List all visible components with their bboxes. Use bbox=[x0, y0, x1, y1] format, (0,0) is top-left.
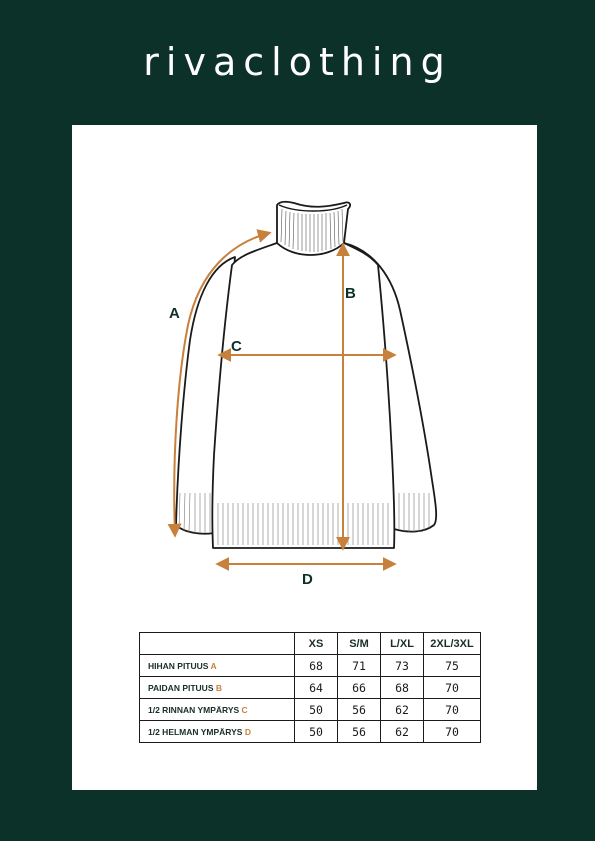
table-row bbox=[140, 655, 481, 677]
label-a: A bbox=[169, 305, 180, 322]
sweater-diagram bbox=[72, 125, 537, 605]
table-row bbox=[140, 721, 481, 743]
size-guide-panel bbox=[72, 125, 537, 790]
brand-logo-text: rivaclothing bbox=[143, 40, 452, 84]
sweater-outline bbox=[176, 202, 436, 548]
table-header-sm: S/M bbox=[338, 633, 381, 655]
row-label: HIHAN PITUUS A bbox=[140, 655, 295, 677]
cell-value: 73 bbox=[381, 655, 424, 677]
table-header-xs: XS bbox=[295, 633, 338, 655]
cell-value: 68 bbox=[295, 655, 338, 677]
table-row bbox=[140, 677, 481, 699]
cell-value: 56 bbox=[338, 699, 381, 721]
cell-value: 70 bbox=[424, 699, 481, 721]
table-header-lxl: L/XL bbox=[381, 633, 424, 655]
cell-value: 50 bbox=[295, 699, 338, 721]
cell-value: 66 bbox=[338, 677, 381, 699]
table-header-blank bbox=[140, 633, 295, 655]
cell-value: 62 bbox=[381, 721, 424, 743]
cell-value: 68 bbox=[381, 677, 424, 699]
table-row bbox=[140, 699, 481, 721]
cell-value: 70 bbox=[424, 721, 481, 743]
cell-value: 70 bbox=[424, 677, 481, 699]
row-tag: C bbox=[241, 704, 248, 715]
row-tag: D bbox=[244, 726, 251, 737]
row-tag: B bbox=[215, 682, 223, 693]
cell-value: 56 bbox=[338, 721, 381, 743]
table-header-2xl3xl: 2XL/3XL bbox=[424, 633, 481, 655]
row-label: 1/2 RINNAN YMPÄRYS C bbox=[140, 699, 295, 721]
row-label: 1/2 HELMAN YMPÄRYS D bbox=[140, 721, 295, 743]
cell-value: 64 bbox=[295, 677, 338, 699]
size-table bbox=[139, 632, 481, 743]
cell-value: 50 bbox=[295, 721, 338, 743]
cell-value: 71 bbox=[338, 655, 381, 677]
label-c: C bbox=[231, 338, 242, 355]
row-tag: A bbox=[210, 660, 217, 671]
cell-value: 62 bbox=[381, 699, 424, 721]
table-header-row bbox=[140, 633, 481, 655]
label-d: D bbox=[302, 571, 313, 588]
cell-value: 75 bbox=[424, 655, 481, 677]
label-b: B bbox=[345, 285, 356, 302]
row-label: PAIDAN PITUUS B bbox=[140, 677, 295, 699]
